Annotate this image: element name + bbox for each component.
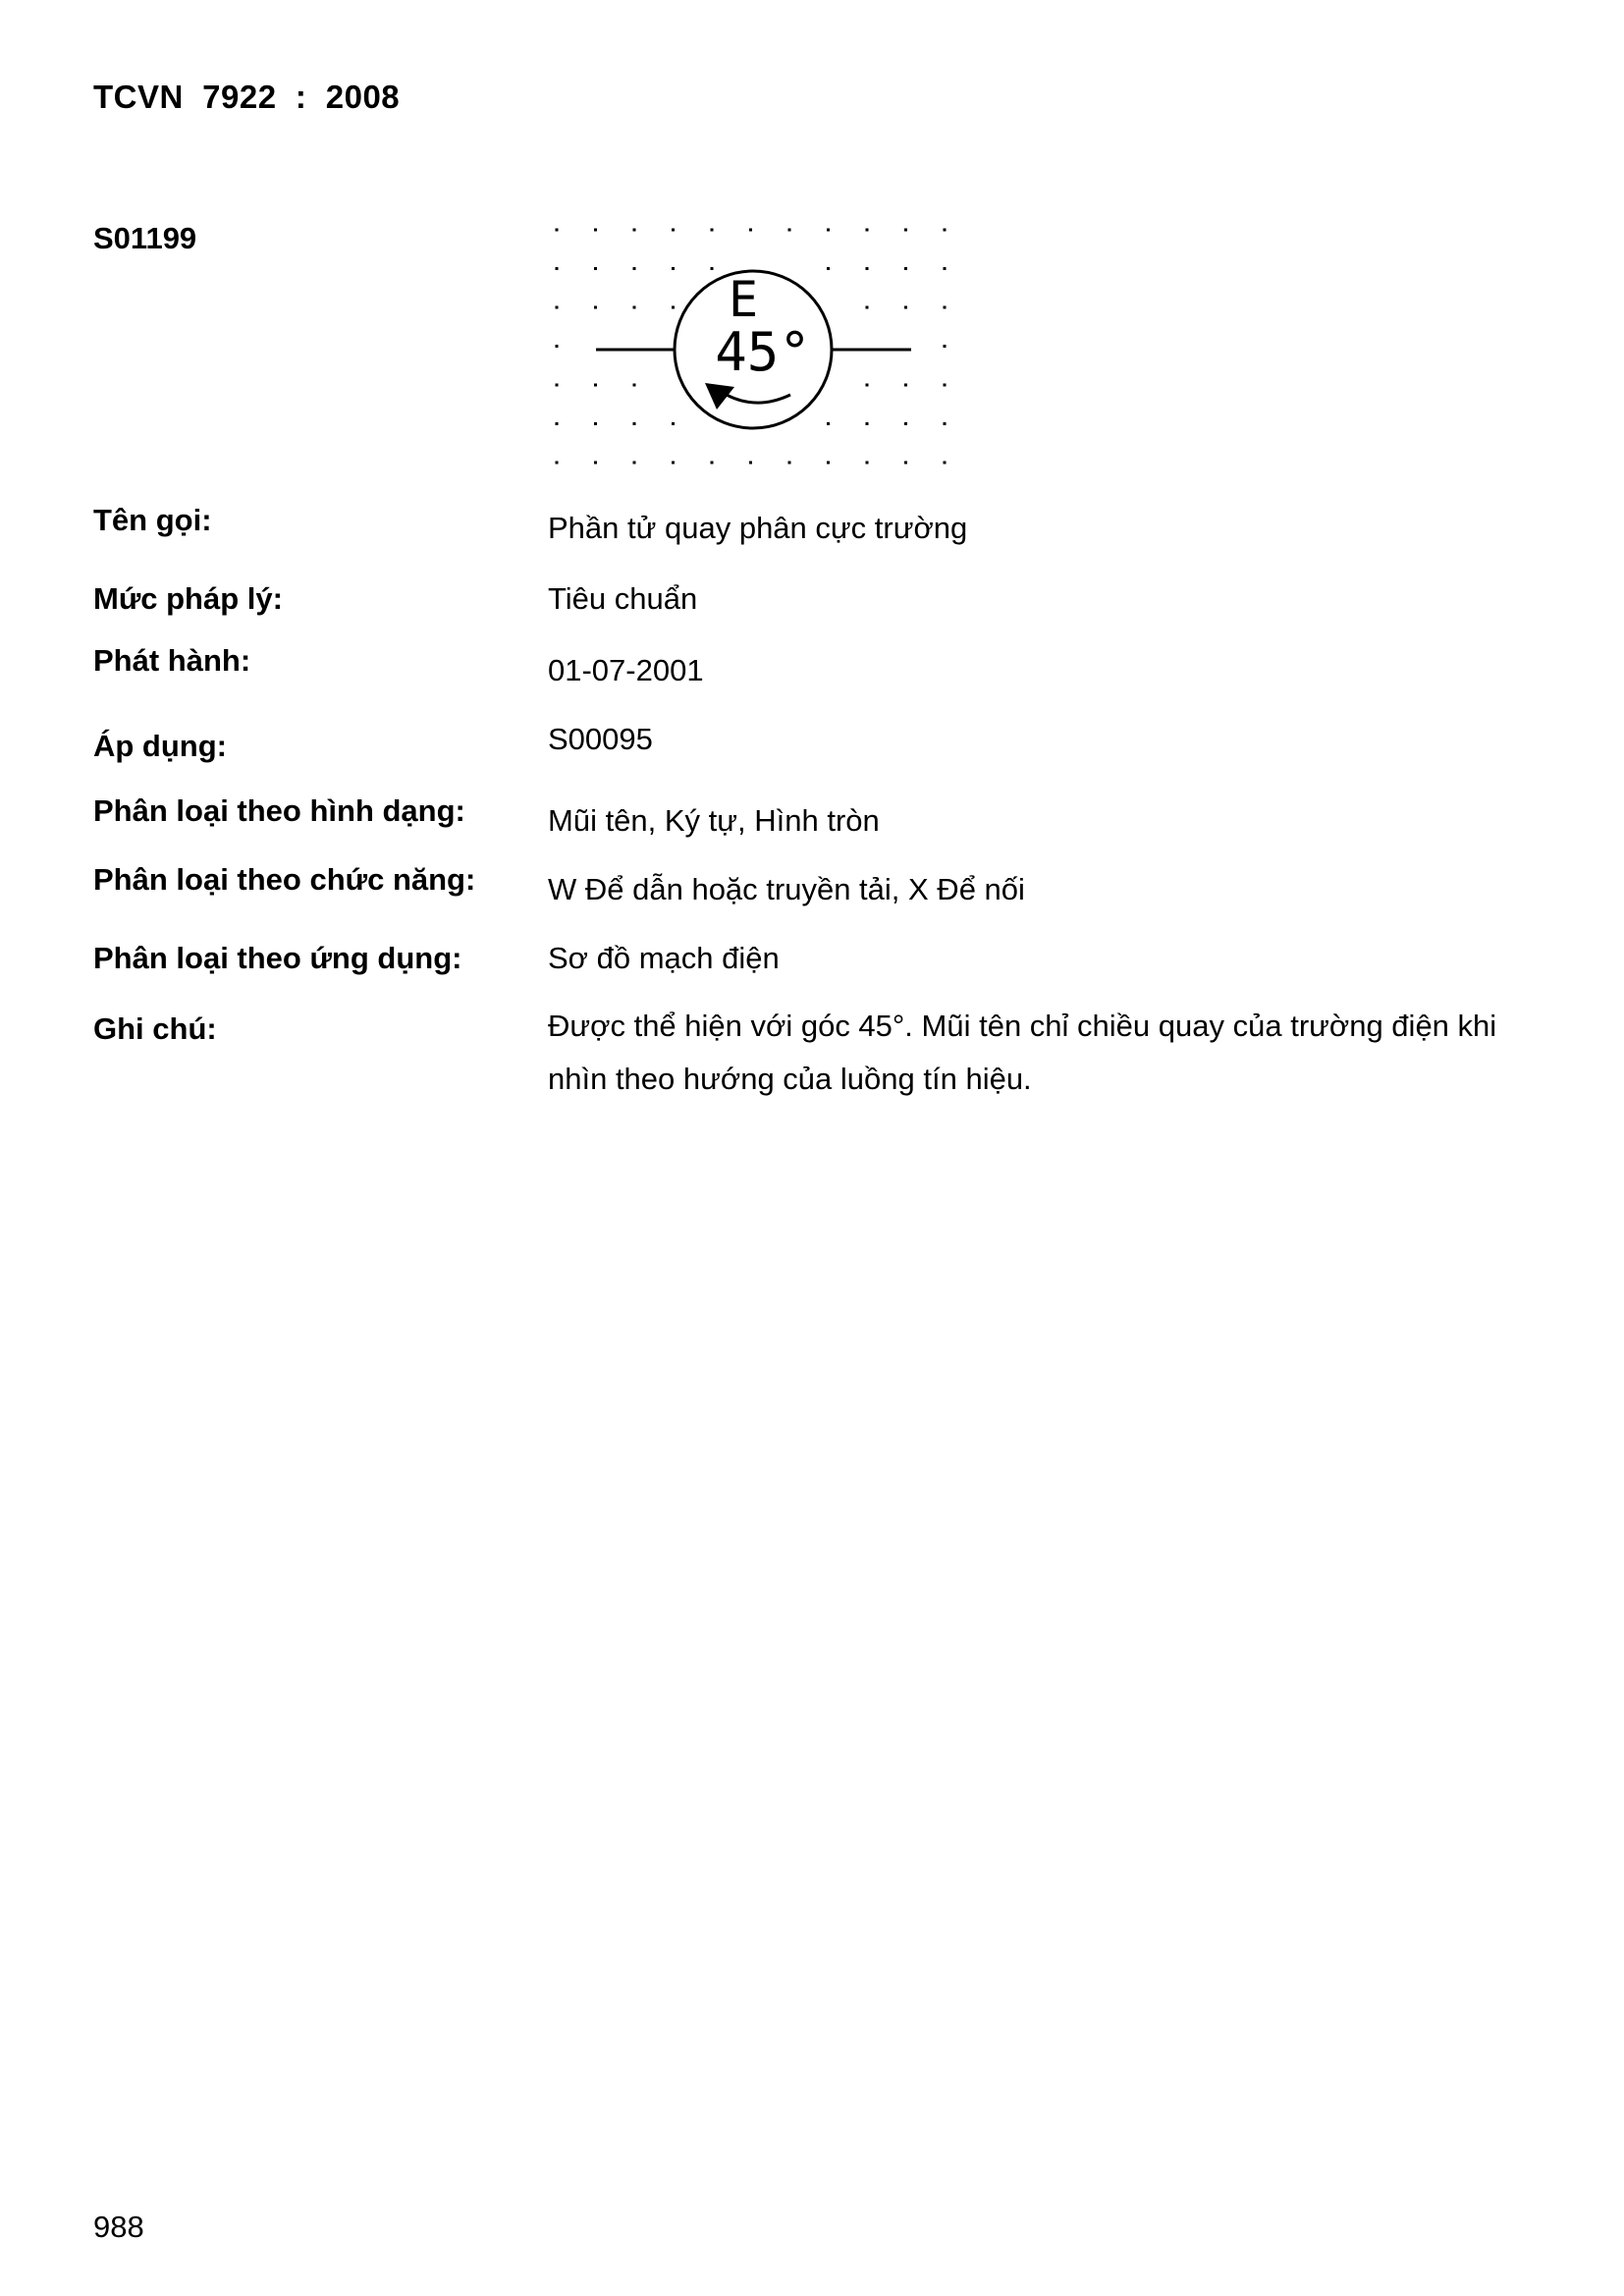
symbol-figure: [545, 218, 962, 475]
grid-dot: [672, 267, 675, 270]
grid-dot: [672, 306, 675, 309]
figure-angle: 45°: [715, 321, 811, 383]
symbol-code: S01199: [93, 221, 197, 255]
grid-dot: [904, 422, 907, 425]
grid-dot: [749, 462, 752, 465]
grid-dot: [711, 462, 714, 465]
field-label: Phân loại theo hình dạng:: [93, 793, 465, 828]
grid-dot: [672, 422, 675, 425]
grid-dot: [866, 462, 869, 465]
grid-dot: [904, 306, 907, 309]
grid-dot: [866, 267, 869, 270]
field-value: Phần tử quay phân cực trường: [548, 511, 968, 545]
field-value: 01-07-2001: [548, 653, 704, 687]
grid-dot: [827, 229, 830, 232]
grid-dot: [594, 229, 597, 232]
grid-dot: [594, 384, 597, 387]
grid-dot: [556, 422, 559, 425]
field-label: Phân loại theo chức năng:: [93, 862, 476, 897]
grid-dot: [556, 267, 559, 270]
grid-dot: [594, 462, 597, 465]
grid-dot: [749, 229, 752, 232]
grid-dot: [633, 462, 636, 465]
grid-dot: [556, 345, 559, 348]
grid-dot: [904, 267, 907, 270]
grid-dot: [904, 229, 907, 232]
grid-dot: [866, 229, 869, 232]
grid-dot: [827, 422, 830, 425]
grid-dot: [711, 229, 714, 232]
grid-dot: [594, 422, 597, 425]
grid-dot: [944, 229, 947, 232]
grid-dot: [711, 267, 714, 270]
grid-dot: [827, 462, 830, 465]
grid-dot: [633, 384, 636, 387]
grid-dot: [594, 267, 597, 270]
field-value: Mũi tên, Ký tự, Hình tròn: [548, 803, 880, 838]
grid-dot: [556, 306, 559, 309]
field-label: Mức pháp lý:: [93, 581, 283, 616]
rotation-arc: [720, 391, 790, 403]
field-label: Phân loại theo ứng dụng:: [93, 941, 462, 975]
grid-dot: [944, 422, 947, 425]
grid-dot: [944, 267, 947, 270]
grid-dot: [594, 306, 597, 309]
field-label: Áp dụng:: [93, 729, 228, 763]
grid-dot: [944, 462, 947, 465]
grid-dot: [788, 462, 791, 465]
grid-dot: [944, 384, 947, 387]
page-number: 988: [93, 2210, 144, 2244]
grid-dot: [633, 422, 636, 425]
grid-dot: [556, 384, 559, 387]
grid-dot: [904, 384, 907, 387]
grid-dot: [904, 462, 907, 465]
grid-dot: [556, 229, 559, 232]
grid-dot: [944, 306, 947, 309]
grid-dot: [633, 229, 636, 232]
field-value: S00095: [548, 722, 653, 756]
grid-dot: [788, 229, 791, 232]
field-label: Tên gọi:: [93, 503, 212, 537]
grid-dot: [556, 462, 559, 465]
field-value: Tiêu chuẩn: [548, 581, 698, 616]
grid-dot: [866, 306, 869, 309]
field-label: Phát hành:: [93, 643, 251, 678]
field-value: W Để dẫn hoặc truyền tải, X Để nối: [548, 872, 1025, 906]
field-value: Sơ đồ mạch điện: [548, 941, 780, 975]
grid-dot: [866, 422, 869, 425]
grid-dot: [866, 384, 869, 387]
standard-header: TCVN 7922 : 2008: [93, 79, 401, 115]
grid-dot: [672, 462, 675, 465]
grid-dot: [944, 345, 947, 348]
grid-dot: [633, 267, 636, 270]
grid-dot: [827, 267, 830, 270]
figure-letter: E: [728, 271, 759, 328]
field-value: Được thể hiện với góc 45°. Mũi tên chỉ chiều quay của trường điện khi nhìn theo hướng của luồng tín hiệu.: [548, 1009, 1497, 1096]
grid-dot: [672, 229, 675, 232]
grid-dot: [633, 306, 636, 309]
field-label: Ghi chú:: [93, 1011, 217, 1046]
